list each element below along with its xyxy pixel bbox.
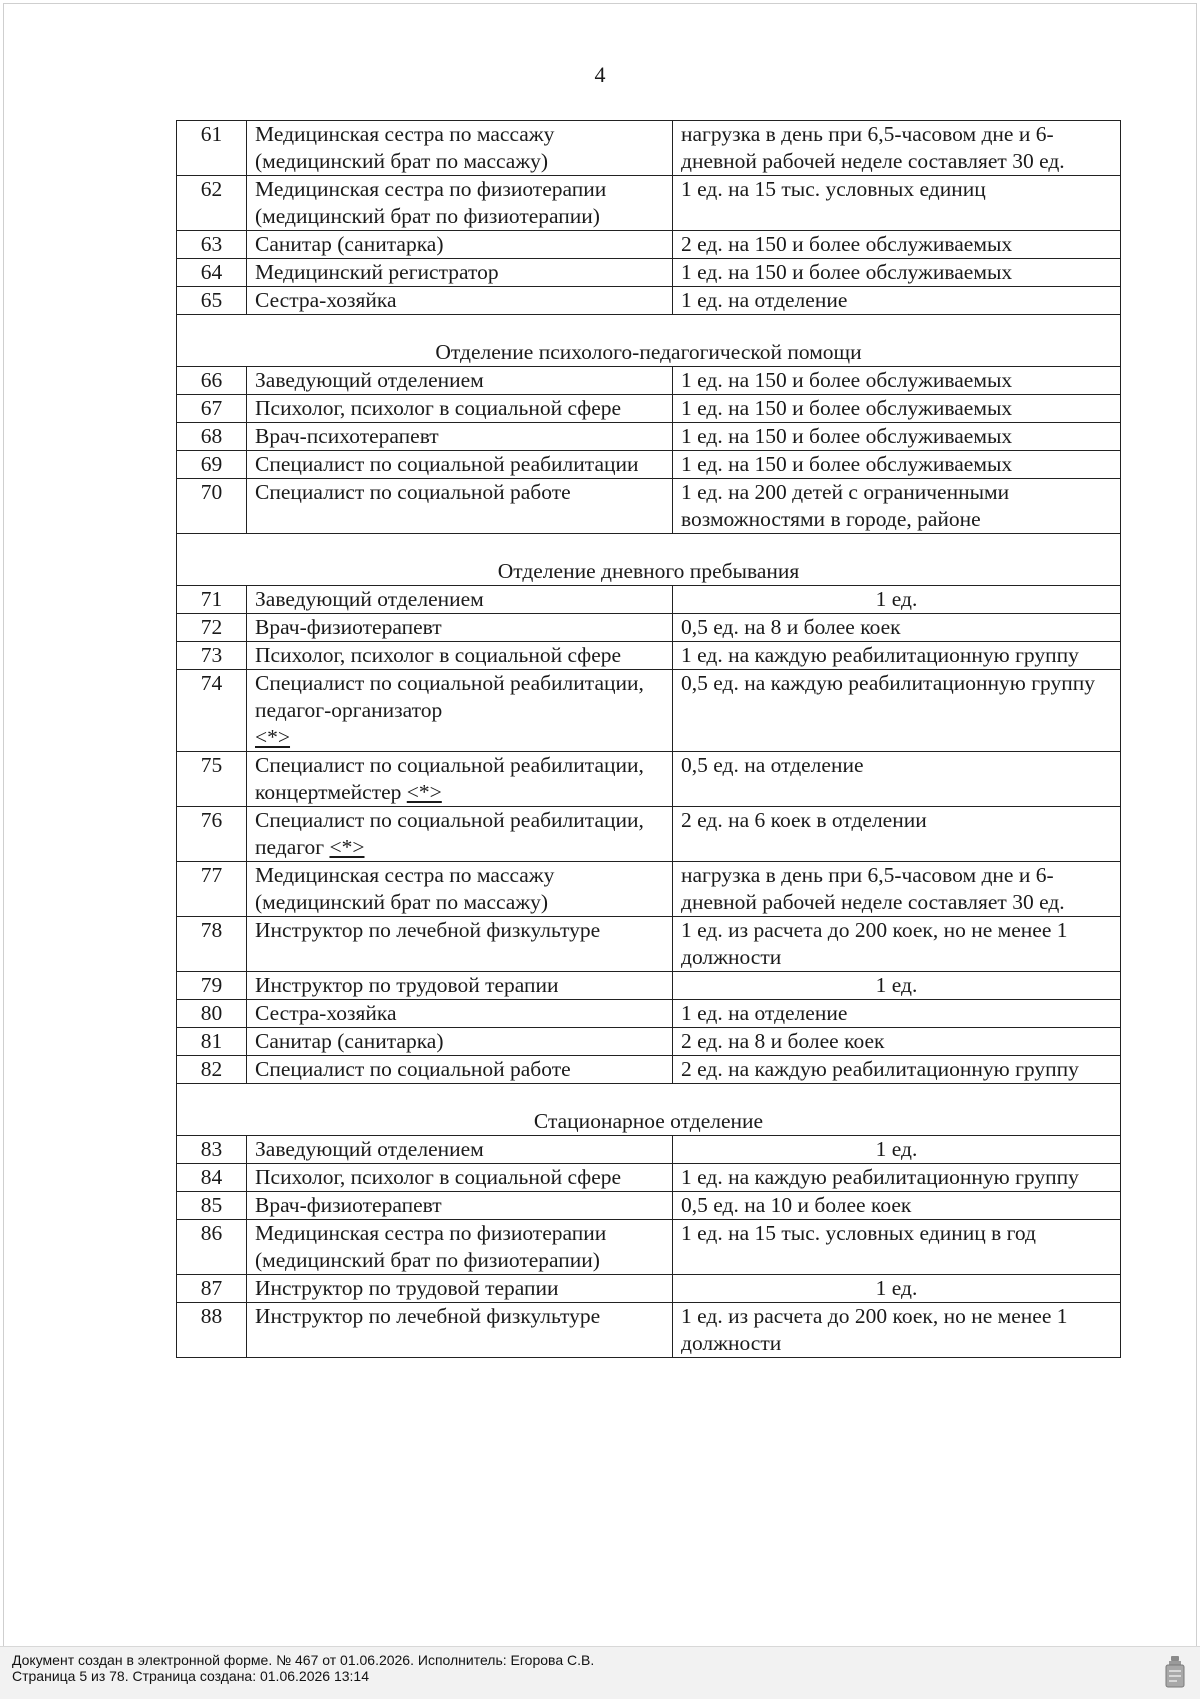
position-name-cell bbox=[247, 1056, 673, 1084]
table-row bbox=[177, 451, 1121, 479]
position-name: Медицинская сестра по массажу (медицинский брат по массажу) bbox=[255, 122, 555, 173]
position-name: Медицинская сестра по массажу (медицинский брат по массажу) bbox=[255, 863, 555, 914]
row-number: 69 bbox=[177, 451, 247, 479]
position-name-cell bbox=[247, 752, 673, 807]
position-name: Заведующий отделением bbox=[255, 368, 484, 392]
staffing-table-body bbox=[177, 121, 1121, 1358]
row-number: 85 bbox=[177, 1192, 247, 1220]
row-number: 78 bbox=[177, 917, 247, 972]
position-name-cell bbox=[247, 1164, 673, 1192]
section-row bbox=[177, 534, 1121, 586]
position-name-cell bbox=[247, 642, 673, 670]
table-row bbox=[177, 807, 1121, 862]
position-name: Заведующий отделением bbox=[255, 1137, 484, 1161]
position-name: Санитар (санитарка) bbox=[255, 1029, 444, 1053]
position-name-cell bbox=[247, 395, 673, 423]
row-number: 82 bbox=[177, 1056, 247, 1084]
table-row bbox=[177, 176, 1121, 231]
table-row bbox=[177, 423, 1121, 451]
position-name: Сестра-хозяйка bbox=[255, 288, 397, 312]
staffing-norm: 0,5 ед. на отделение bbox=[673, 752, 1121, 807]
staffing-norm: 1 ед. bbox=[673, 586, 1121, 614]
position-name-cell bbox=[247, 479, 673, 534]
position-name: Врач-психотерапевт bbox=[255, 424, 439, 448]
row-number: 65 bbox=[177, 287, 247, 315]
table-row bbox=[177, 862, 1121, 917]
table-row bbox=[177, 1000, 1121, 1028]
position-name-cell bbox=[247, 1136, 673, 1164]
table-row bbox=[177, 1192, 1121, 1220]
position-name-cell bbox=[247, 1275, 673, 1303]
staffing-norm: нагрузка в день при 6,5-часовом дне и 6-дневной рабочей неделе составляет 30 ед. bbox=[673, 862, 1121, 917]
row-number: 72 bbox=[177, 614, 247, 642]
position-name: Специалист по социальной реабилитации, педагог-организатор bbox=[255, 671, 644, 722]
position-name-cell bbox=[247, 1028, 673, 1056]
position-name-cell bbox=[247, 614, 673, 642]
position-name: Инструктор по трудовой терапии bbox=[255, 973, 559, 997]
position-name: Инструктор по трудовой терапии bbox=[255, 1276, 559, 1300]
position-name: Психолог, психолог в социальной сфере bbox=[255, 643, 622, 667]
footer-text bbox=[12, 1652, 594, 1684]
position-name-cell bbox=[247, 367, 673, 395]
position-name: Врач-физиотерапевт bbox=[255, 1193, 442, 1217]
table-row bbox=[177, 231, 1121, 259]
staffing-norm: 1 ед. на 150 и более обслуживаемых bbox=[673, 451, 1121, 479]
position-name: Врач-физиотерапевт bbox=[255, 615, 442, 639]
row-number: 66 bbox=[177, 367, 247, 395]
position-name: Специалист по социальной реабилитации, педагог bbox=[255, 808, 644, 859]
position-name: Медицинская сестра по физиотерапии (медицинский брат по физиотерапии) bbox=[255, 177, 607, 228]
staffing-norm: 2 ед. на 150 и более обслуживаемых bbox=[673, 231, 1121, 259]
position-name-cell bbox=[247, 451, 673, 479]
staffing-norm: 1 ед. на каждую реабилитационную группу bbox=[673, 642, 1121, 670]
staffing-norm: 1 ед. на 150 и более обслуживаемых bbox=[673, 423, 1121, 451]
position-name-cell bbox=[247, 972, 673, 1000]
row-number: 75 bbox=[177, 752, 247, 807]
staffing-norm: 1 ед. на 150 и более обслуживаемых bbox=[673, 395, 1121, 423]
row-number: 62 bbox=[177, 176, 247, 231]
position-name: Медицинский регистратор bbox=[255, 260, 499, 284]
table-row bbox=[177, 642, 1121, 670]
position-name: Психолог, психолог в социальной сфере bbox=[255, 396, 622, 420]
position-name: Медицинская сестра по физиотерапии (медицинский брат по физиотерапии) bbox=[255, 1221, 607, 1272]
position-name: Специалист по социальной работе bbox=[255, 480, 571, 504]
footer-bar bbox=[0, 1646, 1200, 1699]
row-number: 68 bbox=[177, 423, 247, 451]
table-row bbox=[177, 1056, 1121, 1084]
footnote-reference: <*> bbox=[329, 835, 365, 859]
table-row bbox=[177, 1275, 1121, 1303]
table-row bbox=[177, 917, 1121, 972]
staffing-norm: 2 ед. на каждую реабилитационную группу bbox=[673, 1056, 1121, 1084]
row-number: 70 bbox=[177, 479, 247, 534]
table-row bbox=[177, 1303, 1121, 1358]
row-number: 86 bbox=[177, 1220, 247, 1275]
position-name-cell bbox=[247, 807, 673, 862]
position-name-cell bbox=[247, 423, 673, 451]
position-name-cell bbox=[247, 176, 673, 231]
staffing-norm: 1 ед. из расчета до 200 коек, но не менее 1 должности bbox=[673, 1303, 1121, 1358]
row-number: 83 bbox=[177, 1136, 247, 1164]
staffing-norm: 1 ед. на 150 и более обслуживаемых bbox=[673, 259, 1121, 287]
row-number: 64 bbox=[177, 259, 247, 287]
staffing-norm: 0,5 ед. на 8 и более коек bbox=[673, 614, 1121, 642]
row-number: 81 bbox=[177, 1028, 247, 1056]
table-row bbox=[177, 614, 1121, 642]
position-name-cell bbox=[247, 1220, 673, 1275]
staffing-norm: 1 ед. bbox=[673, 1136, 1121, 1164]
staffing-norm: 0,5 ед. на каждую реабилитационную группу bbox=[673, 670, 1121, 752]
table-row bbox=[177, 752, 1121, 807]
staffing-norm: 1 ед. bbox=[673, 972, 1121, 1000]
staffing-table bbox=[176, 120, 1121, 1358]
position-name: Инструктор по лечебной физкультуре bbox=[255, 1304, 601, 1328]
staffing-norm: 1 ед. на 200 детей с ограниченными возможностями в городе, районе bbox=[673, 479, 1121, 534]
staffing-norm: 1 ед. из расчета до 200 коек, но не менее 1 должности bbox=[673, 917, 1121, 972]
row-number: 71 bbox=[177, 586, 247, 614]
position-name: Психолог, психолог в социальной сфере bbox=[255, 1165, 622, 1189]
table-row bbox=[177, 287, 1121, 315]
staffing-norm: 0,5 ед. на 10 и более коек bbox=[673, 1192, 1121, 1220]
row-number: 84 bbox=[177, 1164, 247, 1192]
section-title: Отделение дневного пребывания bbox=[177, 534, 1121, 586]
footer-line-page: Страница 5 из 78. Страница создана: 01.06.2026 13:14 bbox=[12, 1668, 369, 1684]
row-number: 80 bbox=[177, 1000, 247, 1028]
table-row bbox=[177, 479, 1121, 534]
table-row bbox=[177, 367, 1121, 395]
footnote-reference: <*> bbox=[255, 725, 291, 749]
row-number: 63 bbox=[177, 231, 247, 259]
position-name: Заведующий отделением bbox=[255, 587, 484, 611]
position-name-cell bbox=[247, 231, 673, 259]
position-name: Сестра-хозяйка bbox=[255, 1001, 397, 1025]
row-number: 88 bbox=[177, 1303, 247, 1358]
staffing-norm: 1 ед. на отделение bbox=[673, 287, 1121, 315]
row-number: 73 bbox=[177, 642, 247, 670]
position-name: Специалист по социальной реабилитации bbox=[255, 452, 639, 476]
staffing-norm: 1 ед. на 15 тыс. условных единиц bbox=[673, 176, 1121, 231]
position-name-cell bbox=[247, 917, 673, 972]
position-name: Инструктор по лечебной физкультуре bbox=[255, 918, 601, 942]
row-number: 79 bbox=[177, 972, 247, 1000]
section-row bbox=[177, 1084, 1121, 1136]
table-row bbox=[177, 121, 1121, 176]
staffing-norm: 1 ед. на 150 и более обслуживаемых bbox=[673, 367, 1121, 395]
row-number: 61 bbox=[177, 121, 247, 176]
position-name: Специалист по социальной работе bbox=[255, 1057, 571, 1081]
position-name-cell bbox=[247, 1000, 673, 1028]
position-name-cell bbox=[247, 862, 673, 917]
position-name-cell bbox=[247, 1192, 673, 1220]
footnote-reference: <*> bbox=[406, 780, 442, 804]
page-number: 4 bbox=[594, 62, 606, 87]
table-row bbox=[177, 670, 1121, 752]
staffing-norm: 2 ед. на 8 и более коек bbox=[673, 1028, 1121, 1056]
position-name: Специалист по социальной реабилитации, концертмейстер bbox=[255, 753, 644, 804]
table-row bbox=[177, 972, 1121, 1000]
staffing-norm: 2 ед. на 6 коек в отделении bbox=[673, 807, 1121, 862]
staffing-norm: 1 ед. на каждую реабилитационную группу bbox=[673, 1164, 1121, 1192]
position-name-cell bbox=[247, 287, 673, 315]
row-number: 87 bbox=[177, 1275, 247, 1303]
staffing-norm: нагрузка в день при 6,5-часовом дне и 6-дневной рабочей неделе составляет 30 ед. bbox=[673, 121, 1121, 176]
section-row bbox=[177, 315, 1121, 367]
section-title: Отделение психолого-педагогической помощи bbox=[177, 315, 1121, 367]
table-row bbox=[177, 1136, 1121, 1164]
row-number: 67 bbox=[177, 395, 247, 423]
row-number: 76 bbox=[177, 807, 247, 862]
table-row bbox=[177, 1220, 1121, 1275]
position-name-cell bbox=[247, 1303, 673, 1358]
table-row bbox=[177, 1164, 1121, 1192]
table-row bbox=[177, 395, 1121, 423]
document-stamp-icon bbox=[1164, 1655, 1186, 1689]
position-name-cell bbox=[247, 121, 673, 176]
table-row bbox=[177, 1028, 1121, 1056]
section-title: Стационарное отделение bbox=[177, 1084, 1121, 1136]
staffing-norm: 1 ед. на отделение bbox=[673, 1000, 1121, 1028]
position-name-cell bbox=[247, 259, 673, 287]
footer-line-document: Документ создан в электронной форме. № 467 от 01.06.2026. Исполнитель: Егорова С.В. bbox=[12, 1652, 595, 1668]
staffing-norm: 1 ед. bbox=[673, 1275, 1121, 1303]
table-row bbox=[177, 259, 1121, 287]
position-name-cell bbox=[247, 670, 673, 752]
staffing-norm: 1 ед. на 15 тыс. условных единиц в год bbox=[673, 1220, 1121, 1275]
row-number: 77 bbox=[177, 862, 247, 917]
position-name-cell bbox=[247, 586, 673, 614]
table-row bbox=[177, 586, 1121, 614]
row-number: 74 bbox=[177, 670, 247, 752]
position-name: Санитар (санитарка) bbox=[255, 232, 444, 256]
